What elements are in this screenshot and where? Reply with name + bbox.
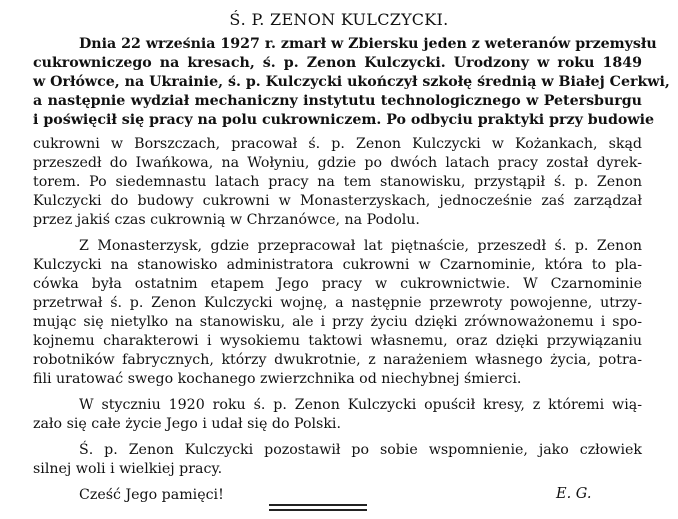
text-line: kojnemu charakterowi i wysokiemu taktowi własnemu, oraz dzięki przywiązaniu <box>33 333 642 349</box>
divider-rule-bottom <box>269 509 367 511</box>
text-line: silnej woli i wielkiej pracy. <box>33 461 223 477</box>
text-line: a następnie wydział mechaniczny instytutu technologicznego w Petersburgu <box>33 93 642 109</box>
text-line: Ś. p. Zenon Kulczycki pozostawił po sobie wspomnienie, jako człowiek <box>79 442 642 458</box>
text-line: cukrowniczego na kresach, ś. p. Zenon Kulczycki. Urodzony w roku 1849 <box>33 55 642 71</box>
text-line: cukrowni w Borszczach, pracował ś. p. Zenon Kulczycki w Kożankach, skąd <box>33 136 642 152</box>
text-line: torem. Po siedemnastu latach pracy na tem stanowisku, przystąpił ś. p. Zenon <box>33 174 642 190</box>
text-line: robotników fabrycznych, którzy dwukrotnie, z narażeniem własnego życia, potra- <box>33 352 642 368</box>
closing-line: Cześć Jego pamięci! <box>79 487 224 503</box>
text-line: Dnia 22 września 1927 r. zmarł w Zbiersku jeden z weteranów przemysłu <box>79 36 657 52</box>
divider-rule-top <box>269 504 367 506</box>
text-line: W styczniu 1920 roku ś. p. Zenon Kulczycki opuścił kresy, z któremi wią- <box>79 397 642 413</box>
text-line: i poświęcił się pracy na polu cukrowniczem. Po odbyciu praktyki przy budowie <box>33 112 655 128</box>
text-line: w Orłówce, na Ukrainie, ś. p. Kulczycki ukończył szkołę średnią w Białej Cerkwi, <box>33 74 670 90</box>
text-line: przetrwał ś. p. Zenon Kulczycki wojnę, a następnie przewroty powojenne, utrzy- <box>33 295 642 311</box>
text-line: przez jakiś czas cukrownią w Chrzanówce, na Podolu. <box>33 212 420 228</box>
text-line: Kulczycki na stanowisko administratora cukrowni w Czarnominie, która to pla- <box>33 257 642 273</box>
signature: E. G. <box>556 486 592 502</box>
text-line: Kulczycki do budowy cukrowni w Monasterzyskach, jednocześnie zaś zarządzał <box>33 193 642 209</box>
text-line: przeszedł do Iwańkowa, na Wołyniu, gdzie po dwóch latach pracy został dyrek- <box>33 155 642 171</box>
text-line: cówka była ostatnim etapem Jego pracy w cukrownictwie. W Czarnominie <box>33 276 642 292</box>
text-line: mując się nietylko na stanowisku, ale i przy życiu dzięki zrównoważonemu i spo- <box>33 314 642 330</box>
obituary-title: Ś. P. ZENON KULCZYCKI. <box>229 10 449 29</box>
text-line: Z Monasterzysk, gdzie przepracował lat piętnaście, przeszedł ś. p. Zenon <box>79 238 642 254</box>
text-line: fili uratować swego kochanego zwierzchnika od niechybnej śmierci. <box>33 371 522 387</box>
text-line: zało się całe życie Jego i udał się do Polski. <box>33 416 341 432</box>
